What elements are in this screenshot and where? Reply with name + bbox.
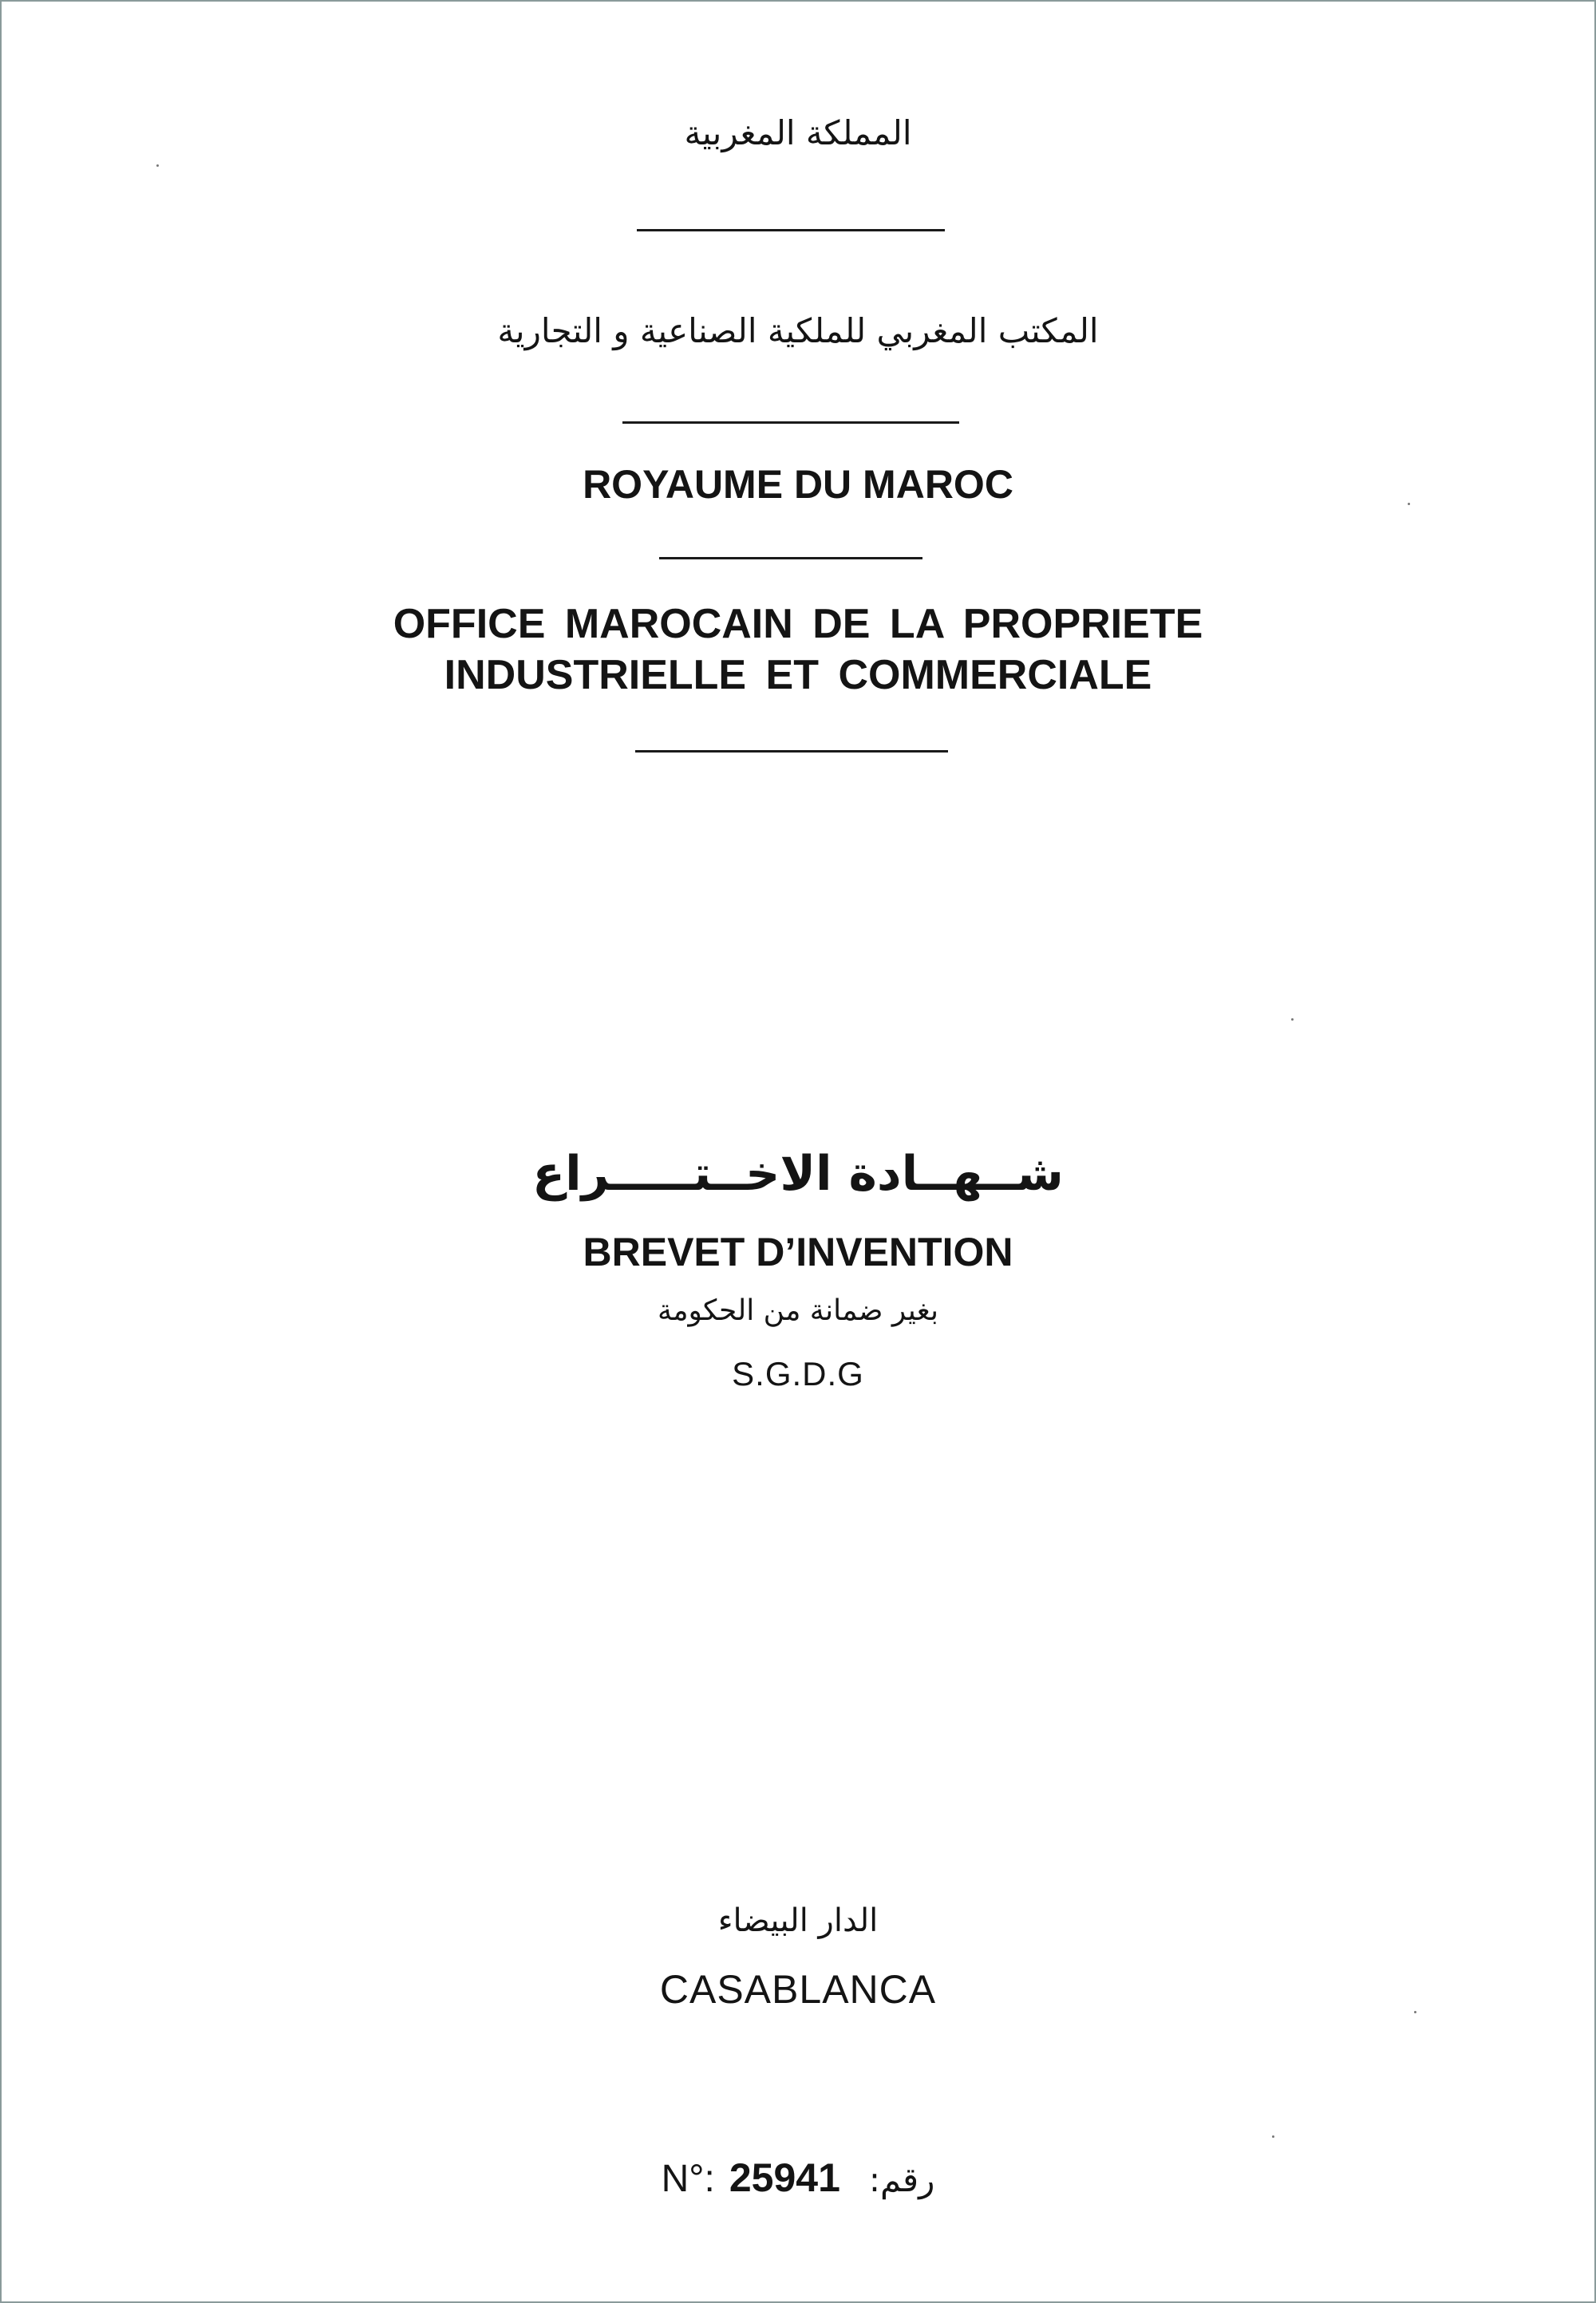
divider [637, 229, 945, 231]
arabic-patent-title: شــهــادة الاخــتـــــراع [532, 1146, 1064, 1202]
arabic-number-label: رقم: [868, 2160, 935, 2199]
divider [622, 421, 959, 424]
french-city: CASABLANCA [659, 1967, 937, 2012]
scan-speck [156, 164, 159, 167]
french-kingdom-heading: ROYAUME DU MAROC [583, 462, 1013, 507]
scan-speck [1414, 2011, 1416, 2013]
divider [659, 557, 922, 559]
patent-number: 25941 [729, 2155, 840, 2200]
arabic-sgdg-note: بغير ضمانة من الحكومة [657, 1294, 939, 1327]
scan-speck [1291, 1018, 1294, 1021]
scan-speck [1408, 503, 1410, 505]
arabic-office-heading: المكتب المغربي للملكية الصناعية و التجارية [497, 311, 1099, 350]
divider [635, 750, 948, 753]
patent-number-line [0, 2155, 1596, 2201]
arabic-kingdom-heading: المملكة المغربية [684, 113, 912, 152]
french-office-heading-line2: INDUSTRIELLE ET COMMERCIALE [444, 652, 1152, 698]
french-office-heading-line1: OFFICE MAROCAIN DE LA PROPRIETE [393, 601, 1203, 647]
scan-speck [1272, 2135, 1274, 2138]
sgdg-note: S.G.D.G [732, 1355, 864, 1392]
french-patent-title: BREVET D’INVENTION [583, 1230, 1013, 1274]
arabic-city: الدار البيضاء [717, 1902, 879, 1939]
number-label: N°: [661, 2158, 715, 2200]
